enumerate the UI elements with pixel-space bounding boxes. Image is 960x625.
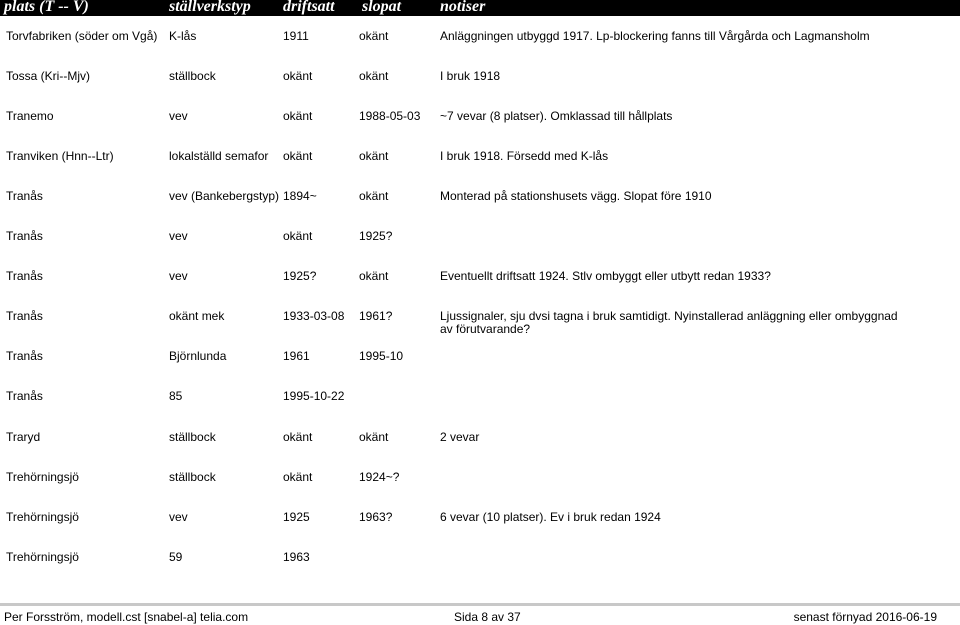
table-row (0, 70, 960, 94)
cell-notiser: Anläggningen utbyggd 1917. Lp-blockering fanns till Vårgårda och Lagmansholm (440, 29, 870, 43)
cell-plats: Trehörningsjö (6, 470, 79, 484)
cell-notiser: 2 vevar (440, 430, 480, 444)
cell-stallverkstyp: 85 (169, 389, 183, 403)
cell-slopat: 1963? (359, 510, 393, 524)
cell-driftsatt: 1995-10-22 (283, 389, 345, 403)
footer-page-number: Sida 8 av 37 (454, 610, 521, 624)
cell-plats: Tranviken (Hnn--Ltr) (6, 149, 114, 163)
cell-stallverkstyp: ställbock (169, 470, 216, 484)
cell-notiser: Eventuellt driftsatt 1924. Stlv ombyggt eller utbytt redan 1933? (440, 269, 771, 283)
cell-slopat: okänt (359, 189, 389, 203)
cell-stallverkstyp: Björnlunda (169, 349, 227, 363)
cell-slopat: 1995-10 (359, 349, 404, 363)
cell-stallverkstyp: ställbock (169, 430, 216, 444)
table-row (0, 30, 960, 54)
cell-driftsatt: okänt (283, 149, 313, 163)
cell-notiser: 6 vevar (10 platser). Ev i bruk redan 1924 (440, 510, 661, 524)
cell-driftsatt: 1925 (283, 510, 310, 524)
cell-plats: Trehörningsjö (6, 510, 79, 524)
cell-plats: Tranås (6, 389, 43, 403)
cell-stallverkstyp: K-lås (169, 29, 197, 43)
cell-slopat: okänt (359, 269, 389, 283)
cell-driftsatt: okänt (283, 109, 313, 123)
cell-slopat: okänt (359, 69, 389, 83)
table-row (0, 230, 960, 254)
cell-driftsatt: okänt (283, 69, 313, 83)
table-row (0, 150, 960, 174)
cell-plats: Tossa (Kri--Mjv) (6, 69, 90, 83)
table-row (0, 551, 960, 575)
header-plats: plats (T -- V) (4, 0, 89, 15)
cell-plats: Traryd (6, 430, 41, 444)
cell-driftsatt: okänt (283, 229, 313, 243)
cell-driftsatt: 1963 (283, 550, 310, 564)
header-driftsatt: driftsatt (283, 0, 335, 15)
table-row (0, 190, 960, 214)
cell-stallverkstyp: lokalställd semafor (169, 149, 269, 163)
cell-plats: Torvfabriken (söder om Vgå) (6, 29, 158, 43)
table-row (0, 431, 960, 455)
cell-plats: Tranås (6, 269, 43, 283)
cell-driftsatt: 1911 (283, 29, 309, 43)
cell-stallverkstyp: vev (169, 510, 188, 524)
cell-driftsatt: 1961 (283, 349, 310, 363)
cell-stallverkstyp: vev (Bankebergstyp) (169, 189, 280, 203)
footer-updated-date: senast förnyad 2016-06-19 (793, 610, 937, 624)
table-row (0, 471, 960, 495)
cell-stallverkstyp: vev (169, 229, 188, 243)
cell-driftsatt: 1933-03-08 (283, 309, 345, 323)
cell-slopat: 1988-05-03 (359, 109, 421, 123)
cell-stallverkstyp: ställbock (169, 69, 216, 83)
cell-plats: Tranemo (6, 109, 54, 123)
cell-slopat: 1925? (359, 229, 393, 243)
table-row (0, 511, 960, 535)
cell-plats: Tranås (6, 189, 43, 203)
cell-stallverkstyp: okänt mek (169, 309, 225, 323)
cell-slopat: okänt (359, 430, 389, 444)
table-row (0, 390, 960, 414)
cell-slopat: okänt (359, 29, 389, 43)
cell-slopat: okänt (359, 149, 389, 163)
cell-driftsatt: 1925? (283, 269, 317, 283)
cell-notiser: ~7 vevar (8 platser). Omklassad till hållplats (440, 109, 673, 123)
cell-notiser: Monterad på stationshusets vägg. Slopat före 1910 (440, 189, 712, 203)
table-header (0, 0, 960, 16)
footer-divider (0, 603, 960, 606)
cell-slopat: 1961? (359, 309, 393, 323)
header-stallverkstyp: ställverkstyp (169, 0, 251, 15)
cell-plats: Tranås (6, 309, 43, 323)
cell-notiser: Ljussignaler, sju dvsi tagna i bruk samtidigt. Nyinstallerad anläggning eller ombyggnad av förutvarande? (440, 309, 898, 336)
cell-driftsatt: okänt (283, 430, 313, 444)
header-slopat: slopat (362, 0, 402, 15)
cell-stallverkstyp: 59 (169, 550, 183, 564)
footer-author: Per Forsström, modell.cst [snabel-a] telia.com (4, 610, 249, 624)
header-notiser: notiser (440, 0, 486, 15)
cell-notiser: I bruk 1918 (440, 69, 501, 83)
table-row (0, 270, 960, 294)
table-row (0, 110, 960, 134)
cell-driftsatt: okänt (283, 470, 313, 484)
cell-stallverkstyp: vev (169, 269, 188, 283)
cell-stallverkstyp: vev (169, 109, 188, 123)
cell-plats: Tranås (6, 229, 43, 243)
cell-slopat: 1924~? (359, 470, 400, 484)
cell-plats: Tranås (6, 349, 43, 363)
table-row (0, 350, 960, 374)
cell-driftsatt: 1894~ (283, 189, 317, 203)
cell-notiser: I bruk 1918. Försedd med K-lås (440, 149, 609, 163)
cell-plats: Trehörningsjö (6, 550, 79, 564)
table-row (0, 310, 960, 340)
